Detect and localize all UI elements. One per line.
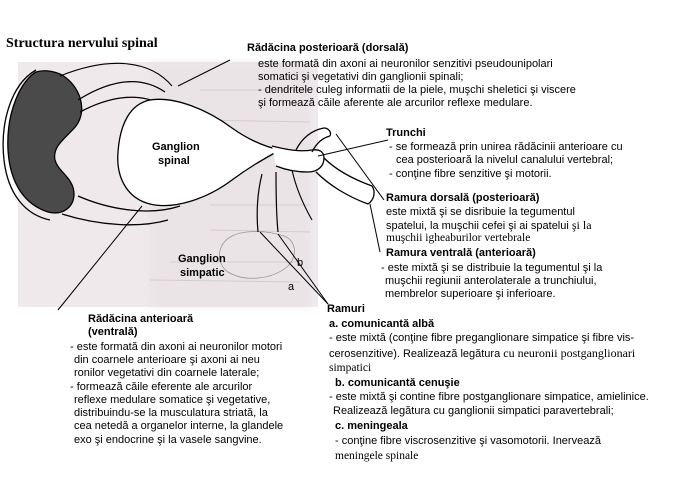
rami-c-line: - conţine fibre viscrosenzitive şi vasomotorii. Inervează [335,435,601,447]
pointer-trunk [318,140,388,156]
ganglion-simpatic-label-1: Ganglion [178,253,226,265]
dorsal-branch-line: este mixtă şi se disribuie la tegumentul [386,206,575,218]
ganglion-spinal-label-1: Ganglion [152,141,200,153]
trunk-line: cea posterioară la nivelul canalului vertebral; [396,154,614,166]
ventral-branch-line: - este mixtă şi se distribuie la tegumentul şi la [381,262,603,274]
anterior-root-line: distribuindu-se la musculatura striată, la [74,407,268,419]
dorsal-branch-line-text: spatelui, la muşchii cefei şi ai spatelui [386,220,569,232]
rami-b-line: - este mixtă şi contine fibre postganglionare simpatice, amielinice. [329,391,649,403]
rami-c-line: meningele spinale [335,450,419,462]
pointer-ventral-branch [370,204,380,252]
rami-a-serif-tail: cu neuronii postganglionari [503,346,636,360]
dorsal-branch-heading: Ramura dorsală (posterioară) [386,192,540,204]
rami-heading: Ramuri [327,303,365,315]
rami-a-heading: a. comunicantă albă [329,318,435,330]
page-title: Structura nervului spinal [6,36,158,51]
anterior-root-line: - este formată din axoni ai neuronilor motori [70,341,283,353]
ventral-branch-upper [324,158,372,186]
anterior-root-line: din coarnele anterioare şi axoni ai neu [74,354,260,366]
rami-a-line [329,347,635,361]
anterior-root-line: ronilor vegetativi din coarnele laterale; [74,367,260,379]
rami-a-line-text: cerosenzitive). Realizează legătura [329,348,501,360]
trunk-line: - conţine fibre senzitive şi motorii. [389,168,552,180]
dorsal-branch-line [386,219,592,233]
anterior-root-line: - formează căile eferente ale arcurilor [70,381,253,393]
ganglion-spinal-label-2: spinal [158,155,190,167]
rami-a-line: - este mixtă (conţine fibre preganglionare simpatice şi fibre vis- [329,332,635,344]
ventral-branch-lower [316,172,368,204]
rami-b-line: Realizează legătura cu ganglionii simpatici paravertebrali; [333,405,614,417]
trunk-heading: Trunchi [386,127,426,139]
trunk-line: - se formează prin unirea rădăcinii anterioare cu [389,141,623,153]
ventral-branch-line: muşchii regiunii anterolaterale a trunchiului, [385,275,597,287]
posterior-root-line: - dendritele culeg informatii de la piele, muşchi sheletici şi viscere [258,84,576,96]
posterior-root-line: şi formează căile aferente ale arcurilor reflexe medulare. [258,97,533,109]
anterior-root-line: reflexe medulare somatice şi vegetative, [74,394,271,406]
posterior-root-line: este formată din axoni ai neuronilor senzitivi pseudounipolari [258,58,553,70]
dorsal-branch-serif-tail: şi la [571,218,592,232]
anterior-root-line: exo şi endocrine şi la vasele sangvine. [74,434,262,446]
posterior-root-heading: Rădăcina posterioară (dorsală) [247,42,409,54]
label-a: a [288,281,295,293]
dorsal-branch-line: muşchii igheaburilor vertebrale [386,232,531,244]
rami-b-heading: b. comunicantă cenuşie [335,377,460,389]
rami-c-heading: c. meningeala [335,420,408,432]
ventral-branch-line: membrelor superioare şi inferioare. [385,288,556,300]
pointer-dorsal-branch [336,134,384,200]
ventral-branch-heading: Ramura ventrală (anterioară) [386,247,536,259]
anterior-root-heading-sub: (ventrală) [88,326,138,338]
ganglion-simpatic-label-2: simpatic [180,267,225,279]
anterior-root-line: cea netedă a organelor interne, la glandele [74,420,284,432]
label-b: b [297,257,304,269]
posterior-root-line: somatici şi vegetativi din ganglionii spinali; [258,71,464,83]
rami-a-line: simpatici [329,362,372,374]
anterior-root-heading: Rădăcina anterioară [88,313,194,325]
